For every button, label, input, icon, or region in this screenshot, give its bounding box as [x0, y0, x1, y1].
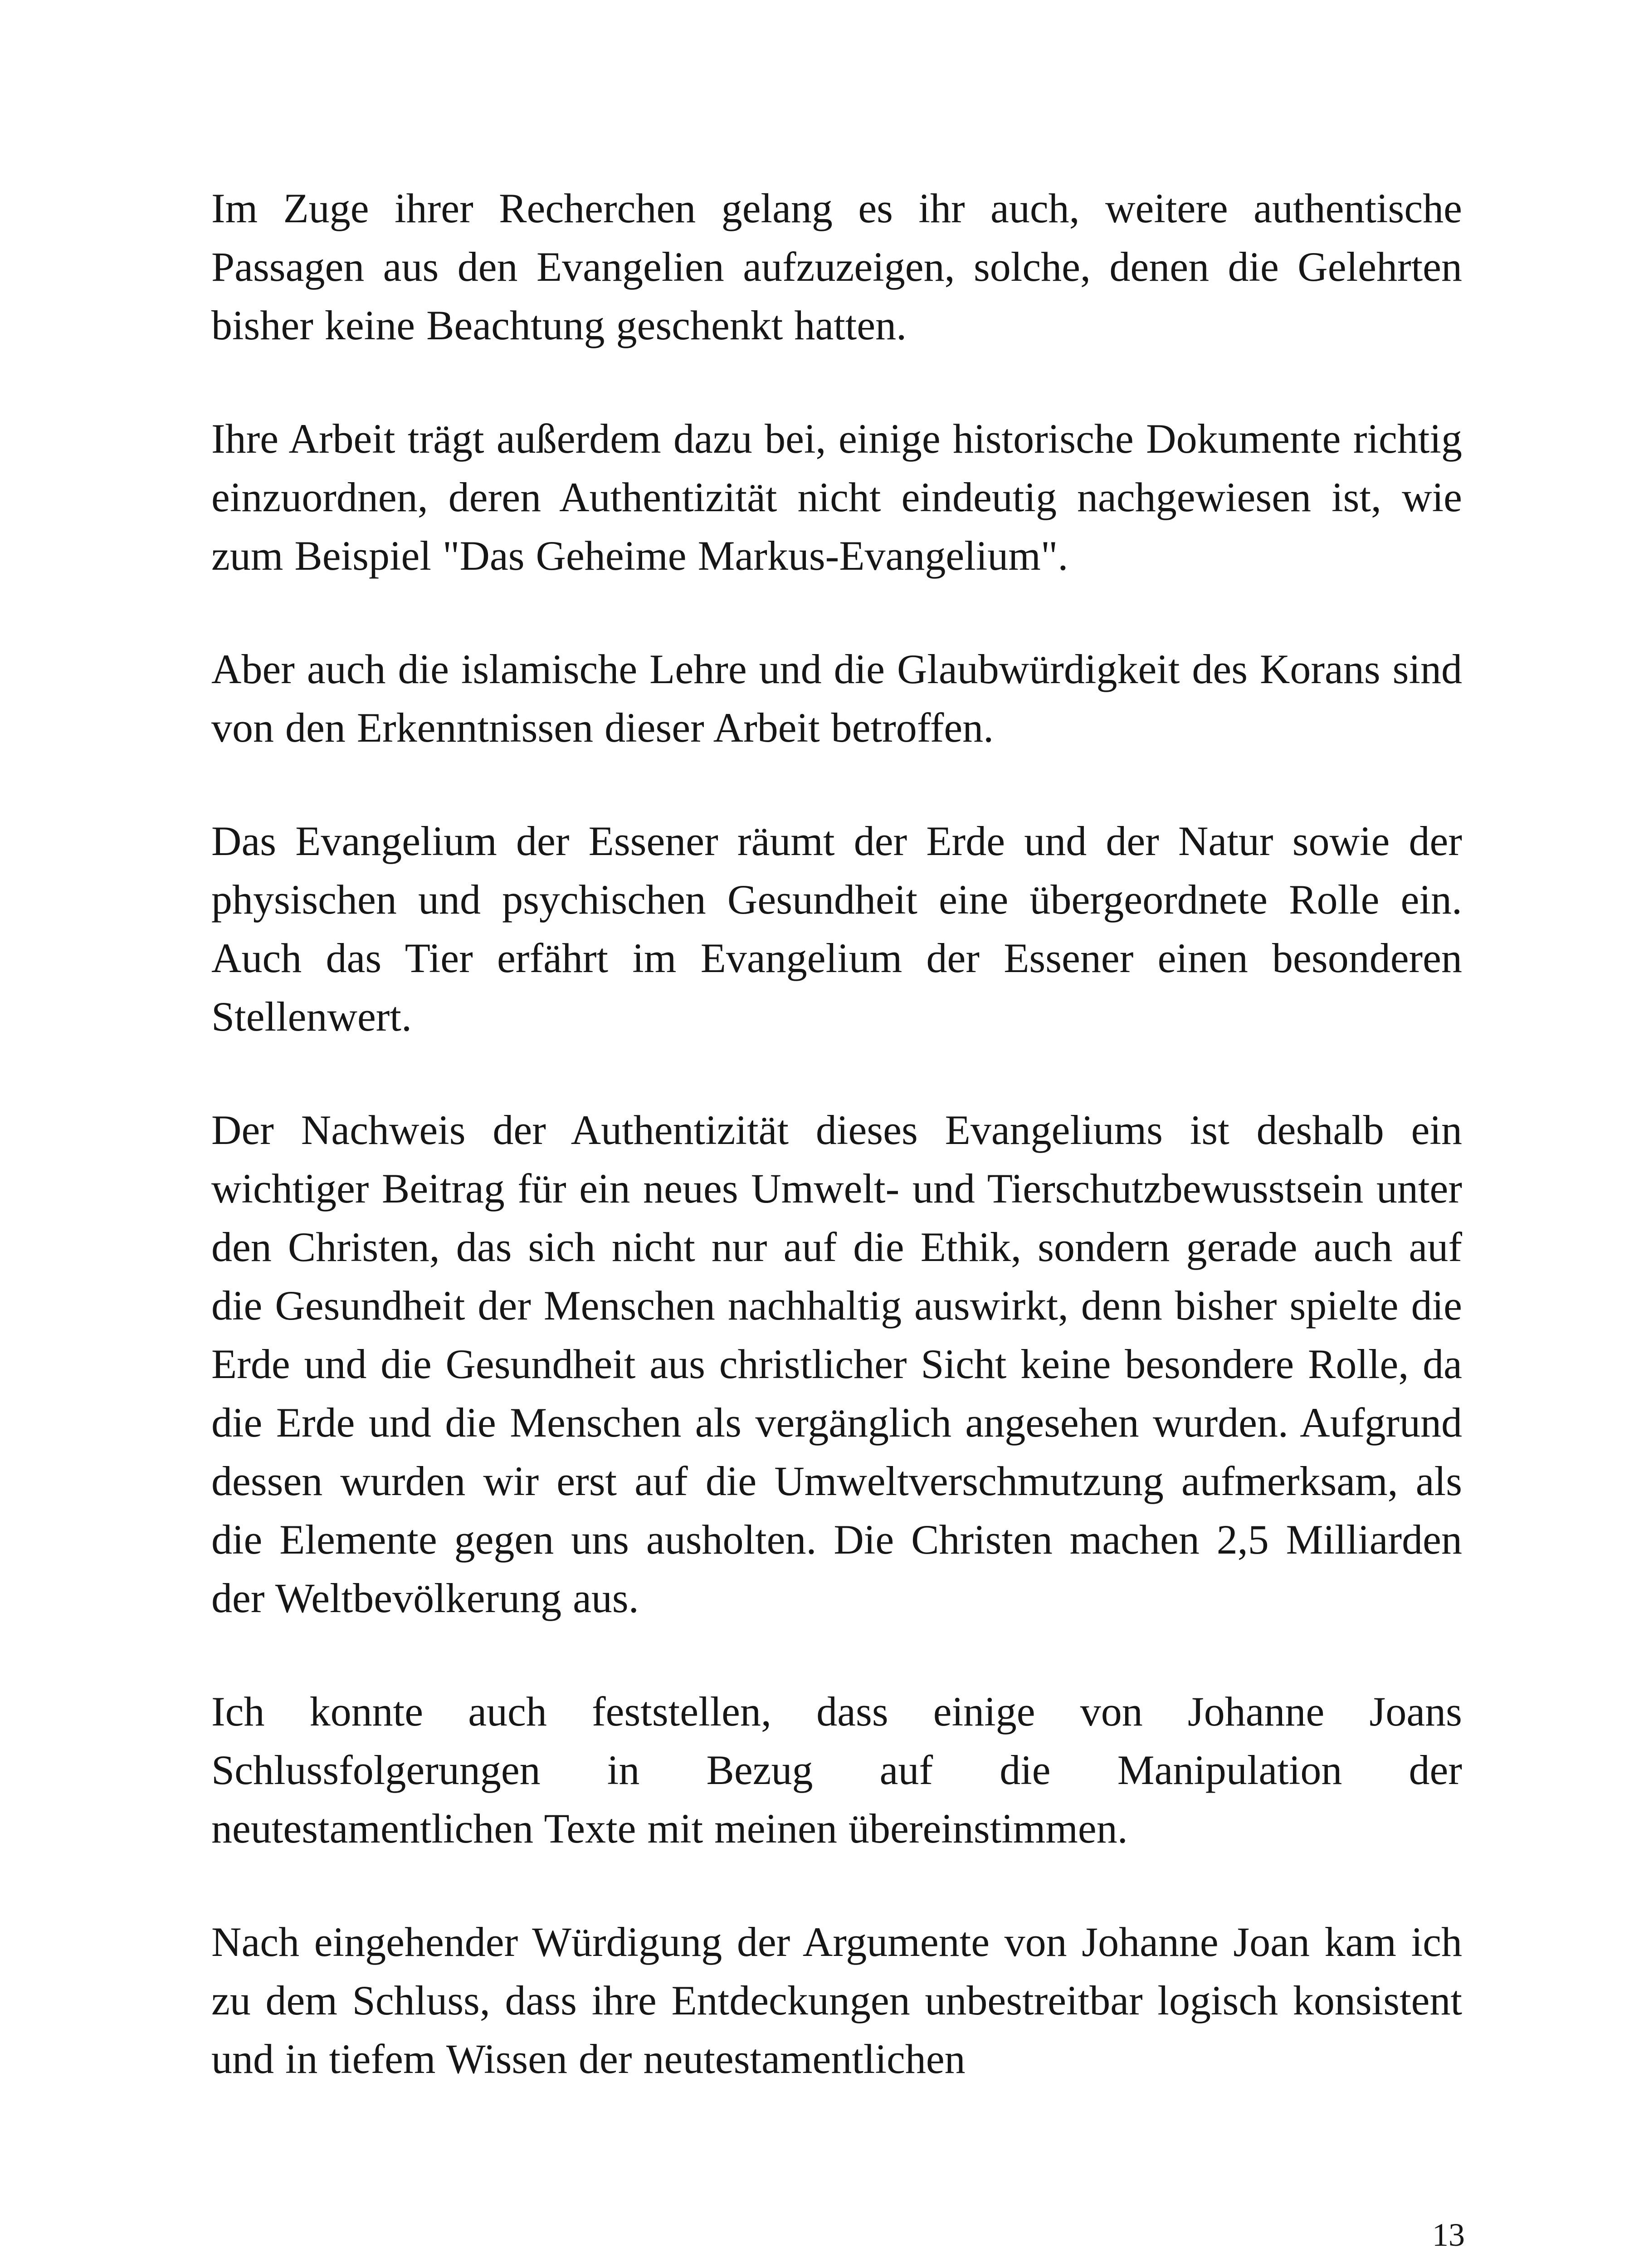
body-text: [211, 179, 1462, 2088]
paragraph-4: Das Evangelium der Essener räumt der Erde und der Natur sowie der physischen und psychischen Gesundheit eine übergeordnete Rolle ein. Auch das Tier erfährt im Evangelium der Essener einen besonderen Stellenwert.: [211, 818, 1462, 1040]
paragraph-5: Der Nachweis der Authentizität dieses Evangeliums ist deshalb ein wichtiger Beitrag für ein neues Umwelt- und Tierschutzbewusstsein unter den Christen, das sich nicht nur auf die Ethik, sondern gerade auch auf die Gesundheit der Menschen nachhaltig auswirkt, denn bisher spielte die Erde und die Gesundheit aus christlicher Sicht keine besondere Rolle, da die Erde und die Menschen als vergänglich angesehen wurden. Aufgrund dessen wurden wir erst auf die Umweltverschmutzung aufmerksam, als die Elemente gegen uns ausholten. Die Christen machen 2,5 Milliarden der Weltbevölkerung aus.: [211, 1107, 1462, 1621]
page-number: 13: [1432, 2217, 1465, 2253]
paragraph-6: Ich konnte auch feststellen, dass einige von Johanne Joans Schlussfolgerungen in Bezug auf die Manipulation der neutestamentlichen Texte mit meinen übereinstimmen.: [211, 1688, 1462, 1852]
paragraph-3: Aber auch die islamische Lehre und die Glaubwürdigkeit des Korans sind von den Erkenntnissen dieser Arbeit betroffen.: [211, 646, 1462, 751]
paragraph-7: Nach eingehender Würdigung der Argumente von Johanne Joan kam ich zu dem Schluss, dass ihre Entdeckungen unbestreitbar logisch konsistent und in tiefem Wissen der neutestamentlichen: [211, 1919, 1462, 2082]
paragraph-1: Im Zuge ihrer Recherchen gelang es ihr auch, weitere authentische Passagen aus den Evangelien aufzuzeigen, solche, denen die Gelehrten bisher keine Beachtung geschenkt hatten.: [211, 185, 1462, 348]
paragraph-2: Ihre Arbeit trägt außerdem dazu bei, einige historische Dokumente richtig einzuordnen, deren Authentizität nicht eindeutig nachgewiesen ist, wie zum Beispiel "Das Geheime Markus-Evangelium".: [211, 415, 1462, 579]
